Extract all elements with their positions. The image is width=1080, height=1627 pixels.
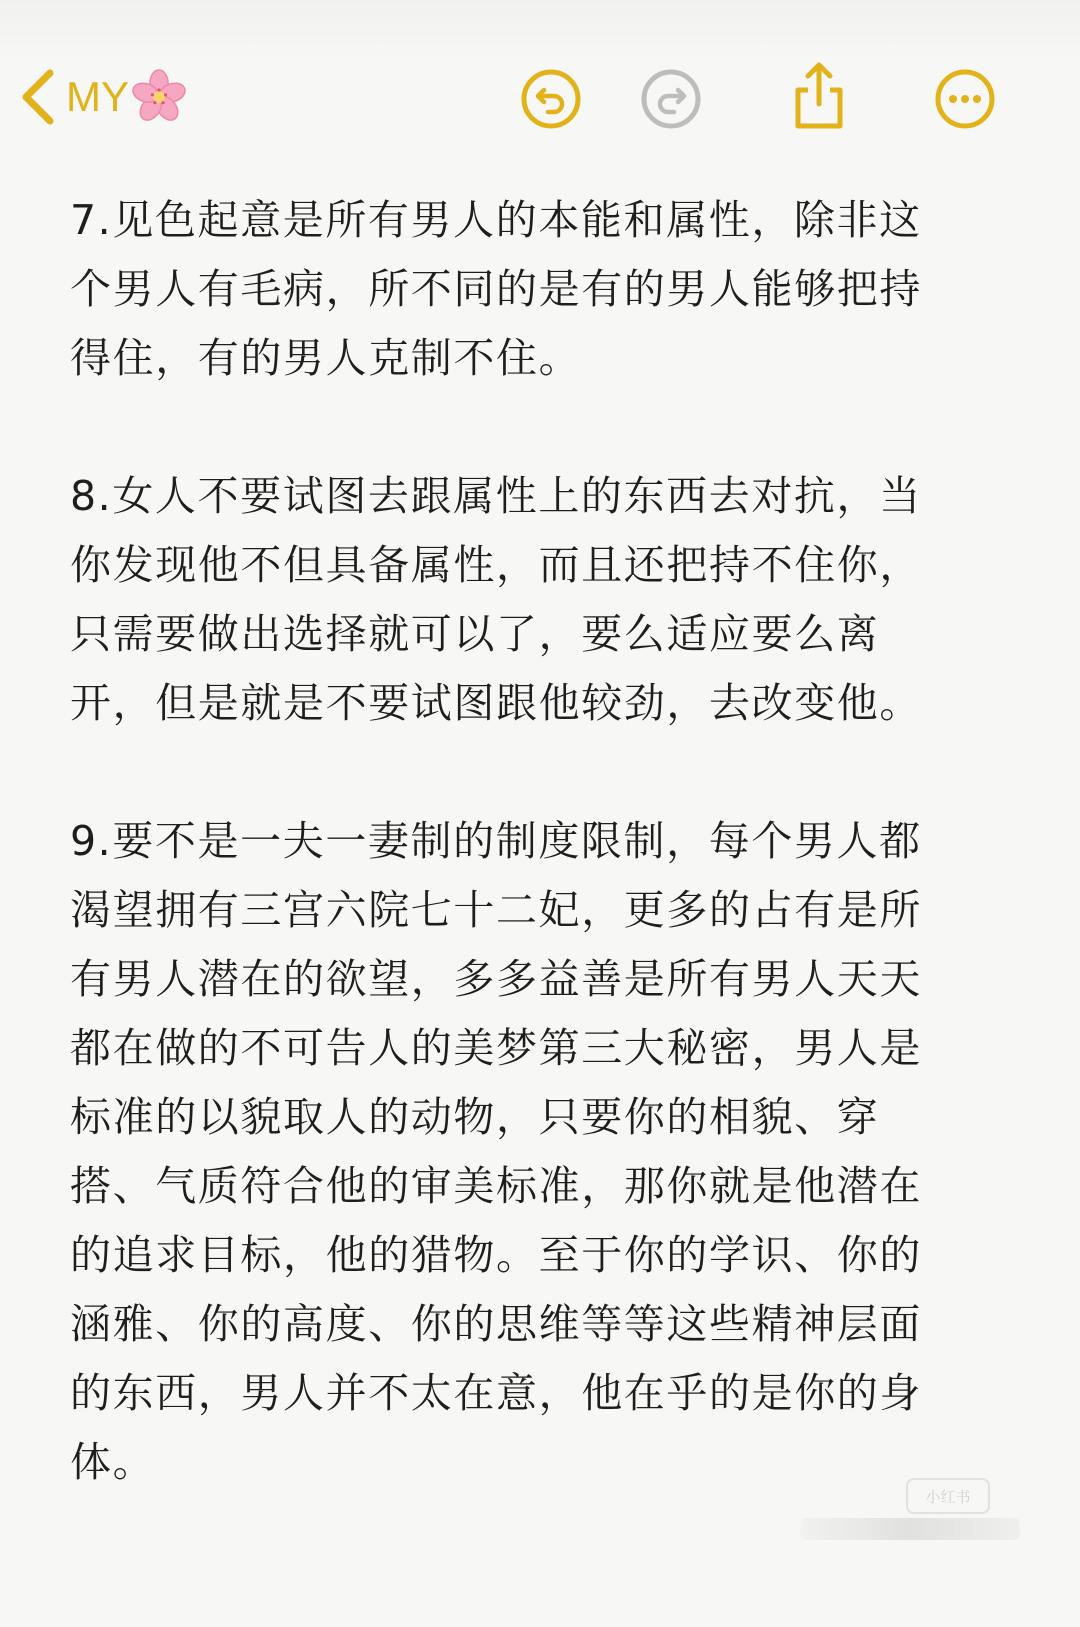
note-toolbar	[0, 40, 1080, 160]
note-paragraph-8: 8.女人不要试图去跟属性上的东西去对抗，当你发现他不但具备属性，而且还把持不住你，只需要做出选择就可以了，要么适应要么离开，但是就是不要试图跟他较劲，去改变他。	[70, 472, 922, 727]
cherry-blossom-icon	[131, 69, 187, 125]
more-button[interactable]	[934, 68, 996, 130]
watermark-blur	[800, 1518, 1020, 1540]
paragraph-spacer	[70, 738, 960, 807]
note-paragraph-9: 9.要不是一夫一妻制的制度限制，每个男人都渴望拥有三宫六院七十二妃，更多的占有是所有男人潜在的欲望，多多益善是所有男人天天都在做的不可告人的美梦第三大秘密，男人是标准的以貌取人的动物，只要你的相貌、穿搭、气质符合他的审美标准，那你就是他潜在的追求目标，他的猎物。至于你的学识、你的涵雅、你的高度、你的思维等等这些精神层面的东西，男人并不太在意，他在乎的是你的身体。	[70, 817, 922, 1486]
redo-button[interactable]	[640, 68, 702, 130]
undo-icon	[520, 68, 582, 130]
share-icon	[788, 60, 850, 132]
undo-button[interactable]	[520, 68, 582, 130]
chevron-left-icon	[20, 69, 54, 125]
note-body[interactable]	[70, 186, 960, 1497]
note-paragraph-7: 7.见色起意是所有男人的本能和属性，除非这个男人有毛病，所不同的是有的男人能够把持得住，有的男人克制不住。	[70, 196, 922, 382]
share-button[interactable]	[788, 60, 850, 122]
back-button[interactable]	[20, 62, 187, 132]
more-icon	[934, 68, 996, 130]
back-label: MY	[66, 73, 129, 120]
watermark-logo: 小红书	[906, 1478, 990, 1514]
redo-icon	[640, 68, 702, 130]
paragraph-spacer	[70, 393, 960, 462]
